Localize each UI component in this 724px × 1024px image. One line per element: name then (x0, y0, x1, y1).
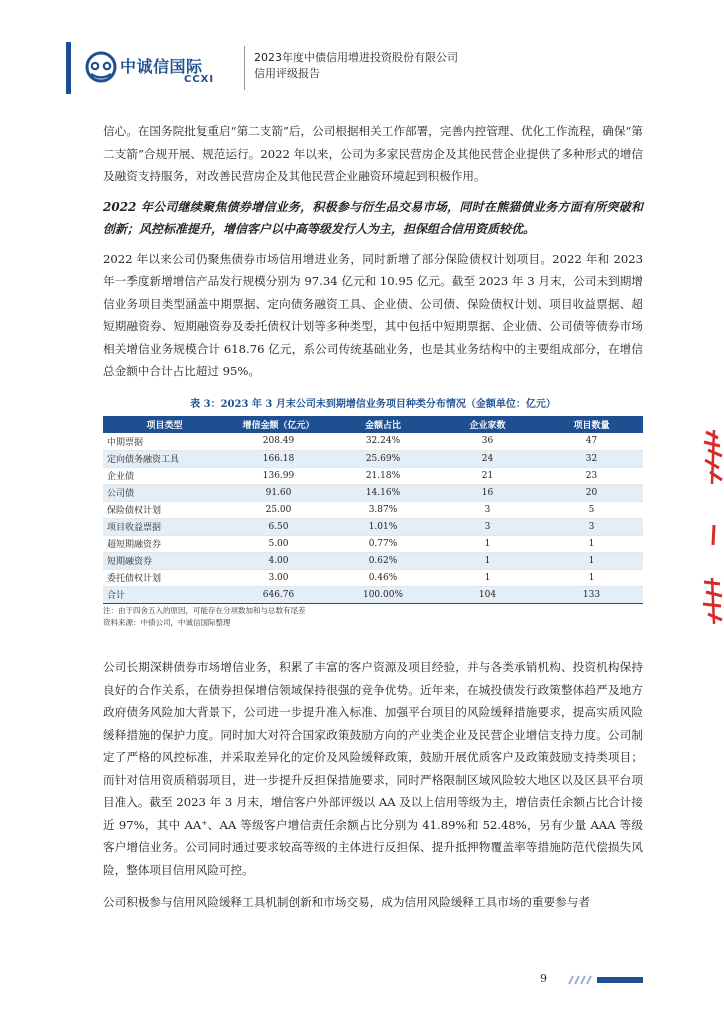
header-company-count: 企业家数 (435, 416, 540, 433)
cell-companies: 3 (435, 518, 540, 535)
table-row (103, 433, 643, 450)
cell-amount: 166.18 (226, 450, 331, 467)
cell-type: 企业债 (103, 467, 226, 484)
header-divider (244, 46, 245, 90)
table-row (103, 501, 643, 518)
cell-amount: 4.00 (226, 552, 331, 569)
header-share: 金额占比 (331, 416, 435, 433)
business-type-table (103, 416, 643, 604)
cell-type: 短期融资券 (103, 552, 226, 569)
header-amount: 增信金额（亿元） (226, 416, 331, 433)
cell-amount: 91.60 (226, 484, 331, 501)
report-title (254, 50, 458, 82)
cell-amount: 3.00 (226, 569, 331, 586)
table-row (103, 552, 643, 569)
table-total-row (103, 586, 643, 603)
cell-projects: 20 (540, 484, 643, 501)
red-seal-fragment-icon (700, 525, 724, 545)
cell-type: 保险债权计划 (103, 501, 226, 518)
cell-amount: 136.99 (226, 467, 331, 484)
table-section (103, 395, 643, 628)
cell-share: 3.87% (331, 501, 435, 518)
cell-type: 定向债务融资工具 (103, 450, 226, 467)
cell-projects: 1 (540, 569, 643, 586)
cell-share: 32.24% (331, 433, 435, 450)
paragraph-competitive-advantage: 公司长期深耕债券市场增信业务，积累了丰富的客户资源及项目经验，并与各类承销机构、投资机构保持良好的合作关系，在债券担保增信领域保持很强的竞争优势。近年来，在城投债发行政策整体趋严及地方政府债务风险加大背景下，公司进一步提升准入标准、加强平台项目的风险缓释措施要求，提高实质风险缓释措施的保护力度。同时加大对符合国家政策鼓励方向的产业类企业及民营企业增信支持力度。公司制定了严格的风控标准，并采取差异化的定价及风险缓释政策，鼓励开展优质客户及政策鼓励支持类项目；而针对信用资质稍弱项目，进一步提升反担保措施要求，同时严格限制区域风险较大地区以及区县平台项目准入。截至 2023 年 3 月末，增信客户外部评级以 AA 及以上信用等级为主，增信责任余额占比合计接近 97%，其中 AA⁺、AA 等级客户增信责任余额占比分别为 41.89%和 52.48%，另有少量 AAA 等级客户增信业务。公司同时通过要求较高等级的主体进行反担保、提升抵押物覆盖率等措施防范代偿损失风险，整体项目信用风险可控。 (103, 660, 643, 877)
table-row (103, 450, 643, 467)
table-caption: 表 3：2023 年 3 月末公司未到期增信业务项目种类分布情况（金额单位：亿元） (190, 399, 556, 410)
cell-companies: 3 (435, 501, 540, 518)
cell-type: 超短期融资券 (103, 535, 226, 552)
cell-companies: 1 (435, 569, 540, 586)
cell-projects: 23 (540, 467, 643, 484)
cell-share: 0.46% (331, 569, 435, 586)
table-note: 注：由于四舍五入的原因，可能存在分项数加和与总数有尾差 (103, 605, 306, 615)
page-number: 9 (540, 972, 547, 985)
cell-projects: 133 (540, 586, 643, 603)
cell-share: 14.16% (331, 484, 435, 501)
cell-amount: 6.50 (226, 518, 331, 535)
header-project-count: 项目数量 (540, 416, 643, 433)
table-row (103, 467, 643, 484)
paragraph-business-overview: 2022 年以来公司仍聚焦债券市场信用增进业务，同时新增了部分保险债权计划项目。2022 年和 2023 年一季度新增增信产品发行规模分别为 97.34 亿元和 10.95 亿元。截至 2023 年 3 月末，公司未到期增信业务项目类型涵盖中期票据、定向债务融资工具、企业债、公司债、保险债权计划、项目收益票据、超短期融资券、短期融资券及委托债权计划等多种类型，其中包括中短期票据、企业债、公司债等债券市场相关增信业务规模合计 618.76 亿元，系公司传统基础业务，也是其业务结构中的主要组成部分，在增信总金额中合计占比超过 95%。 (103, 251, 643, 378)
red-seal-fragment-icon (700, 428, 724, 486)
cell-type: 中期票据 (103, 433, 226, 450)
cell-companies: 21 (435, 467, 540, 484)
page-header (0, 0, 724, 100)
table-header-row (103, 416, 643, 433)
header-project-type: 项目类型 (103, 416, 226, 433)
table-row (103, 569, 643, 586)
cell-projects: 47 (540, 433, 643, 450)
cell-amount: 208.49 (226, 433, 331, 450)
table-source: 资料来源：中债公司，中诚信国际整理 (103, 617, 231, 627)
cell-projects: 1 (540, 552, 643, 569)
cell-companies: 1 (435, 552, 540, 569)
table-row (103, 535, 643, 552)
cell-projects: 5 (540, 501, 643, 518)
logo-chinese-name: 中诚信国际 (120, 57, 203, 76)
cell-share: 25.69% (331, 450, 435, 467)
cell-projects: 1 (540, 535, 643, 552)
table-row (103, 518, 643, 535)
cell-type: 合计 (103, 586, 226, 603)
section-heading-bold: 2022 年公司继续聚焦债券增信业务，积极参与衍生品交易市场，同时在熊猫债业务方面有所突破和创新；风控标准提升，增信客户以中高等级发行人为主，担保组合信用资质较优。 (103, 199, 643, 236)
cell-companies: 16 (435, 484, 540, 501)
cell-share: 0.62% (331, 552, 435, 569)
paragraph-second-arrow: 信心。在国务院批复重启“第二支箭”后，公司根据相关工作部署，完善内控管理、优化工作流程，确保“第二支箭”合规开展、规范运行。2022 年以来，公司为多家民营房企及其他民营企业提供了多种形式的增信及融资支持服务，对改善民营房企及其他民营企业融资环境起到积极作用。 (103, 124, 643, 183)
footer-stripes-icon (555, 972, 645, 988)
red-seal-fragment-icon (700, 576, 724, 626)
report-title-line2: 信用评级报告 (254, 67, 320, 80)
cell-amount: 5.00 (226, 535, 331, 552)
cell-share: 21.18% (331, 467, 435, 484)
header-accent-bar (66, 42, 71, 94)
logo-english-name: CCXI (184, 74, 215, 85)
cell-companies: 36 (435, 433, 540, 450)
cell-companies: 24 (435, 450, 540, 467)
table-row (103, 484, 643, 501)
cell-projects: 32 (540, 450, 643, 467)
cell-amount: 25.00 (226, 501, 331, 518)
cell-type: 项目收益票据 (103, 518, 226, 535)
company-logo (84, 48, 234, 90)
cell-amount: 646.76 (226, 586, 331, 603)
body-text-top (103, 120, 643, 383)
report-title-line1: 2023年度中债信用增进投资股份有限公司 (254, 51, 458, 64)
cell-projects: 3 (540, 518, 643, 535)
cell-companies: 104 (435, 586, 540, 603)
ccxi-logo-mark-icon (84, 50, 118, 84)
cell-type: 公司债 (103, 484, 226, 501)
cell-type: 委托债权计划 (103, 569, 226, 586)
cell-share: 100.00% (331, 586, 435, 603)
body-text-bottom (103, 656, 643, 914)
cell-share: 1.01% (331, 518, 435, 535)
paragraph-credit-risk-tools: 公司积极参与信用风险缓释工具机制创新和市场交易，成为信用风险缓释工具市场的重要参与者 (103, 895, 590, 909)
cell-share: 0.77% (331, 535, 435, 552)
cell-companies: 1 (435, 535, 540, 552)
